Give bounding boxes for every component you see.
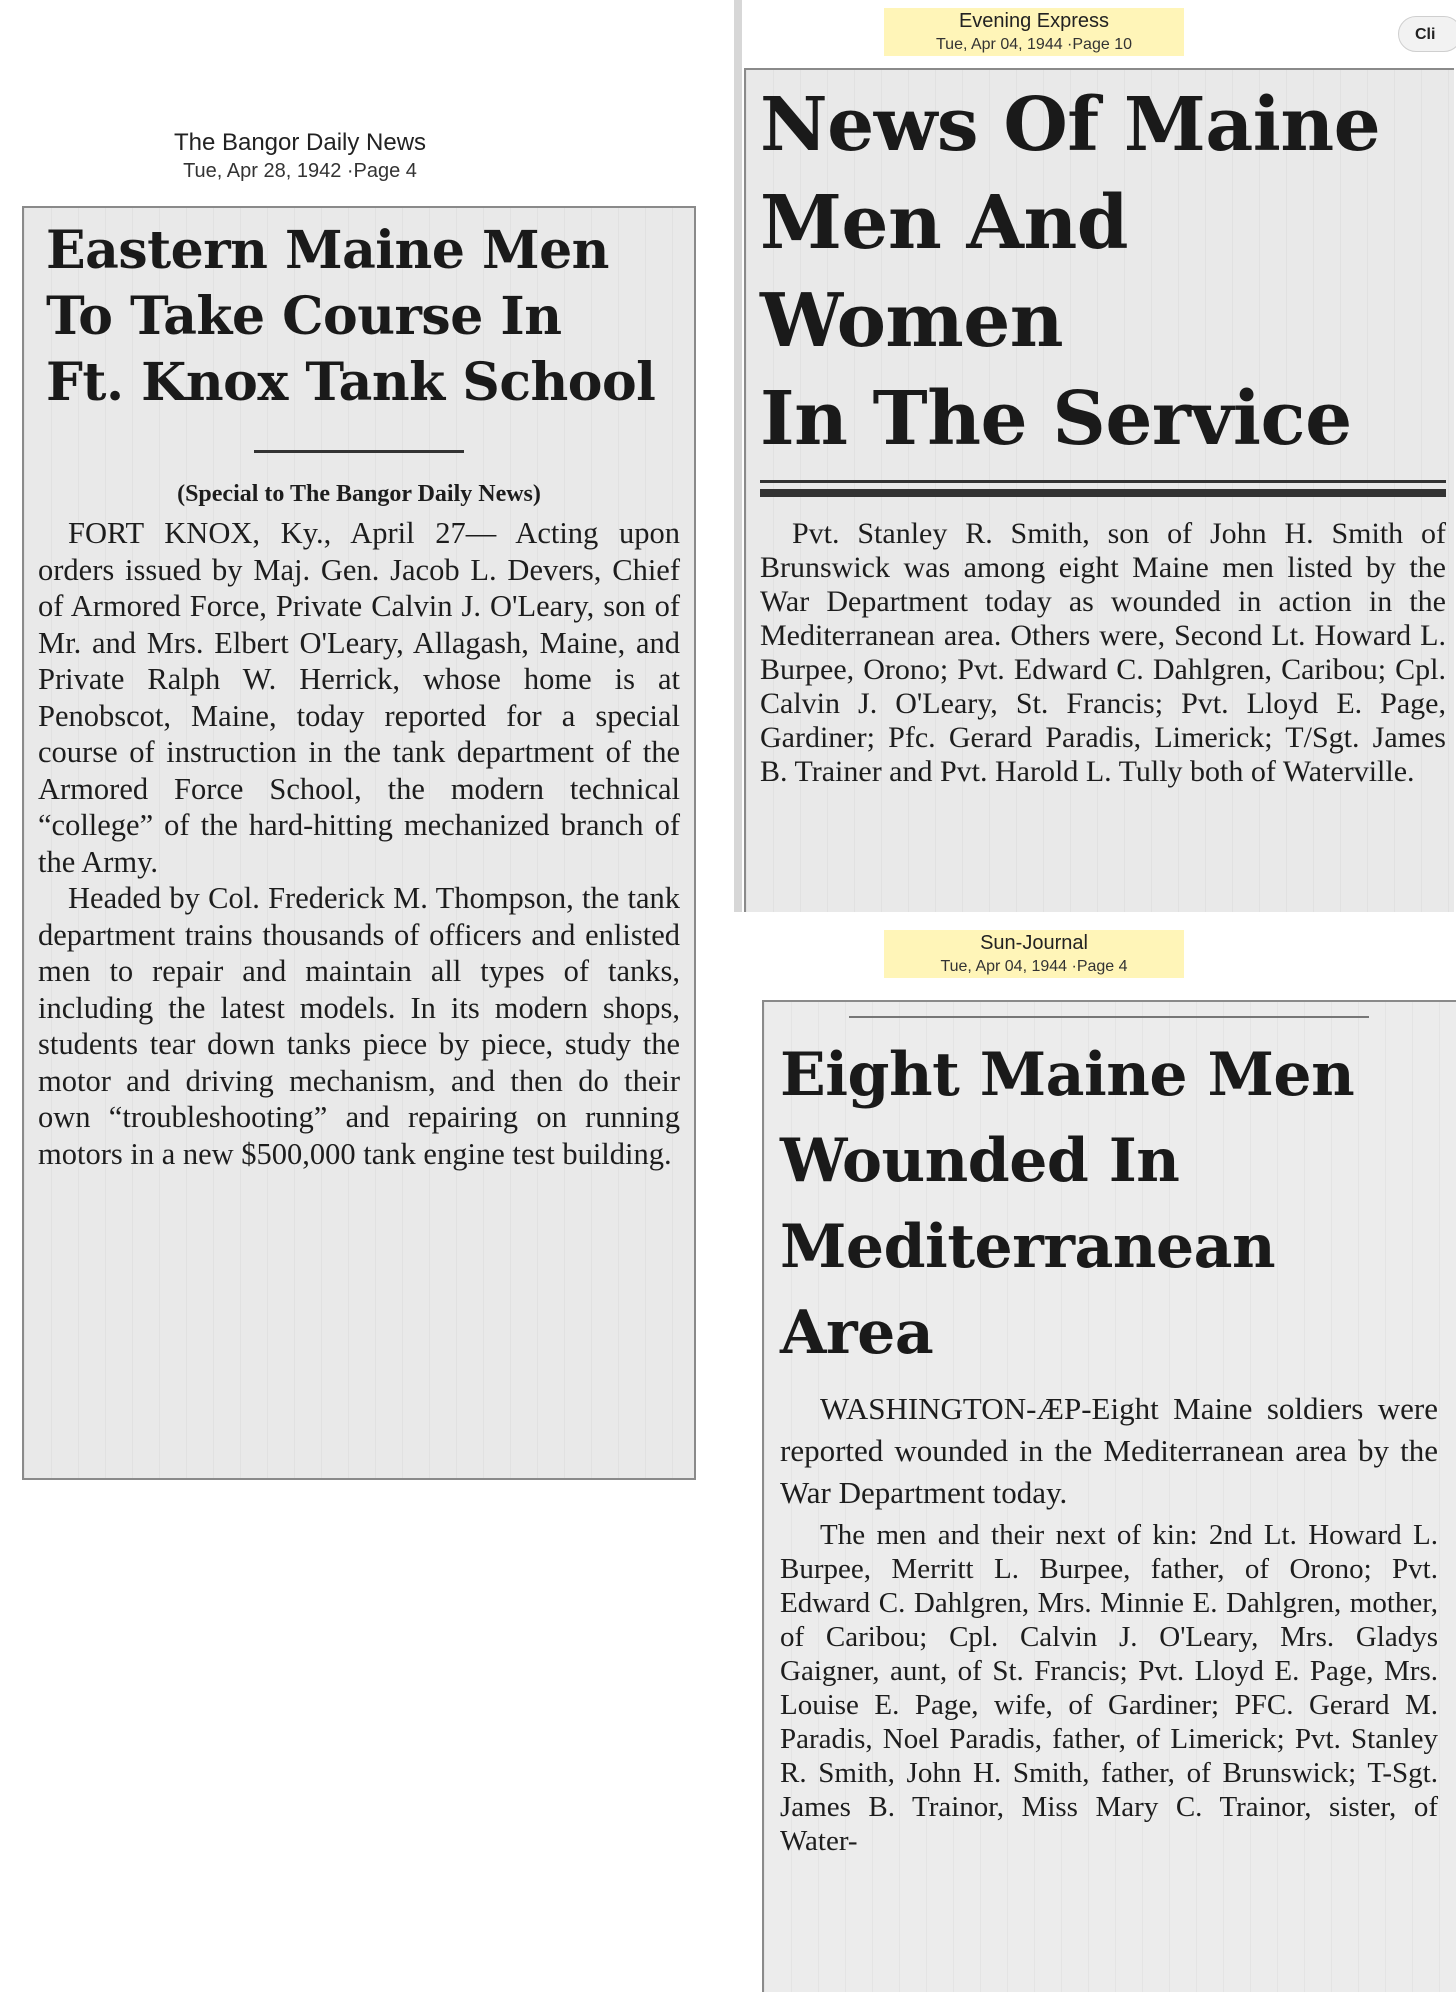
clip-dateline: Tue, Apr 04, 1944 ·Page 10	[884, 34, 1184, 56]
clip-evening-express	[734, 0, 1456, 912]
headline-line: News Of Maine	[760, 82, 1381, 168]
headline	[780, 1032, 1438, 1376]
headline-line: Ft. Knox Tank School	[46, 352, 656, 413]
clip-dateline: Tue, Apr 04, 1944 ·Page 4	[884, 956, 1184, 978]
divider	[760, 480, 1446, 483]
headline	[760, 76, 1446, 468]
headline-line: Mediterranean Area	[780, 1212, 1276, 1368]
headline-line: In The Service	[760, 376, 1352, 462]
newspaper-clipping	[762, 1000, 1456, 1992]
headline-line: To Take Course In	[46, 286, 562, 347]
article-paragraph: The men and their next of kin: 2nd Lt. Howard L. Burpee, Merritt L. Burpee, father, of Orono; Pvt. Edward C. Dahlgren, Mrs. Minnie E. Dahlgren, mother, of Caribou; Cpl. Calvin J. O'Leary, Mrs. Gladys Gaigner, aunt, of St. Francis; Pvt. Lloyd E. Page, Mrs. Louise E. Page, wife, of Gardiner; PFC. Gerard M. Paradis, Noel Paradis, father, of Limerick; Pvt. Stanley R. Smith, John H. Smith, father, of Brunswick; T-Sgt. James B. Trainor, Miss Mary C. Trainor, sister, of Water-	[780, 1519, 1438, 1857]
clip-caption	[20, 128, 580, 184]
divider	[254, 450, 464, 453]
newspaper-name: The Bangor Daily News	[173, 129, 427, 156]
headline-line: Men And Women	[760, 180, 1129, 364]
headline-line: Eight Maine Men	[780, 1040, 1355, 1110]
article-paragraph: Pvt. Stanley R. Smith, son of John H. Smith of Brunswick was among eight Maine men listed by the War Department today as wounded in action in the Mediterranean area. Others were, Second Lt. Howard L. Burpee, Orono; Pvt. Edward C. Dahlgren, Caribou; Cpl. Calvin J. O'Leary, St. Francis; Pvt. Lloyd E. Page, Gardiner; Pfc. Gerard Paradis, Limerick; T/Sgt. James B. Trainer and Pvt. Harold L. Tully both of Waterville.	[760, 517, 1446, 788]
article-paragraph: WASHINGTON-ÆP-Eight Maine soldiers were reported wounded in the Mediterranean area by the War Department today.	[780, 1391, 1438, 1510]
divider	[760, 489, 1446, 497]
adjacent-clip-edge	[734, 0, 742, 912]
clip-bangor-daily-news	[0, 0, 720, 1500]
clip-sun-journal	[734, 912, 1456, 1992]
clip-caption	[884, 8, 1184, 56]
newspaper-name: Sun-Journal	[884, 930, 1184, 956]
article-paragraph: Headed by Col. Frederick M. Thompson, the tank department trains thousands of officers and enlisted men to repair and maintain all types of tanks, including the latest models. In its modern shops, students tear down tanks piece by piece, study the motor and driving mechanism, and then do their own “troubleshooting” and repairing on running motors in a new $500,000 tank engine test building.	[38, 881, 680, 1171]
clip-caption	[884, 930, 1184, 978]
headline	[38, 218, 680, 416]
divider	[849, 1016, 1369, 1018]
article-paragraph: FORT KNOX, Ky., April 27— Acting upon orders issued by Maj. Gen. Jacob L. Devers, Chief of Armored Force, Private Calvin J. O'Leary, son of Mr. and Mrs. Elbert O'Leary, Allagash, Maine, and Private Ralph W. Herrick, whose home is at Penobscot, Maine, today reported for a special course of instruction in the tank department of the Armored Force School, the modern technical “college” of the hard-hitting mechanized branch of the Army.	[38, 516, 680, 879]
newspaper-clipping	[22, 206, 696, 1480]
headline-line: Wounded In	[780, 1126, 1180, 1196]
headline-line: Eastern Maine Men	[46, 220, 609, 281]
clip-button[interactable]: Cli	[1398, 16, 1456, 52]
newspaper-name: Evening Express	[884, 8, 1184, 34]
byline: (Special to The Bangor Daily News)	[177, 481, 541, 507]
clip-dateline: Tue, Apr 28, 1942 ·Page 4	[183, 160, 417, 182]
newspaper-clipping	[744, 68, 1454, 912]
